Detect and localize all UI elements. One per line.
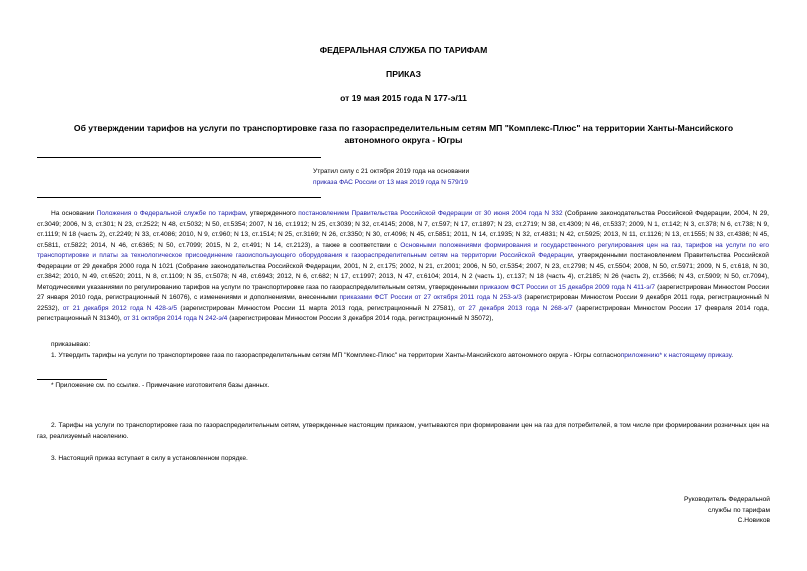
- item-1-text: 1. Утвердить тарифы на услуги по транспортировке газа по газораспределительным сетям МП "Комплекс-Плюс" на территории Ханты-Мансийского автономного округа - Югры согласно: [51, 352, 621, 359]
- preamble-text: (зарегистрирован Минюстом России 17 февраля 2014 года, регистрационный N 31340),: [37, 304, 770, 322]
- preamble-text: (зарегистрирован Минюстом России 3 декабря 2014 года, регистрационный N 35072),: [227, 315, 494, 322]
- regulation-link[interactable]: Положения о Федеральной службе по тарифам: [96, 210, 246, 217]
- footnote: * Приложение см. по ссылке. - Примечание изготовителя базы данных.: [51, 382, 270, 389]
- item-1: [37, 351, 769, 362]
- fst-orders-link[interactable]: приказами ФСТ России от 27 октября 2011 года N 253-э/3: [339, 294, 522, 301]
- status-note-link[interactable]: приказа ФАС России от 13 мая 2019 года N 579/19: [313, 178, 468, 186]
- fst-order-link[interactable]: приказом ФСТ России от 15 декабря 2009 года N 411-э/7: [479, 283, 656, 291]
- document-type: ПРИКАЗ: [386, 69, 421, 79]
- preamble-text: , утвержденными постановлением Правительства Российской Федерации от 29 декабря 2000 года N 1021 (Собрание законодательства Российской Федерации, 2001, N 2, ст.175; 2002, N 21, ст.2001; 2006, N 50, ст.5354; 2007, N 23, ст.2798; N 45, ст.5504; 2008, N 50, ст.5971; 2009, N 5, ст.618, N 30, ст.3842; 2010, N 49, ст.6520; 2011, N 8, ст.1109; N 35, ст.5078; N 48, ст.6943; 2012, N 6, ст.682; N 17, ст.1997; 2013, N 47, ст.6104; 2014, N 2 (часть 1), ст.137; N 18 (часть 4), ст.2185; N 26 (часть 2), ст.3566; N 43, ст.5909; N 50, ст.7094), Методическими указаниями по регулированию тарифов на услуги по транспортировке газа по газораспределительным сетям, утвержденными: [37, 252, 769, 291]
- preamble-text: На основании: [51, 210, 97, 217]
- appendix-link[interactable]: приложению* к настоящему приказу: [620, 352, 732, 359]
- divider: [37, 197, 321, 198]
- footnote-divider: [37, 379, 107, 380]
- agency-heading: ФЕДЕРАЛЬНАЯ СЛУЖБА ПО ТАРИФАМ: [319, 45, 488, 55]
- signature-name: С.Новиков: [737, 517, 770, 524]
- signature-organization: службы по тарифам: [707, 506, 770, 514]
- government-decree-link[interactable]: постановлением Правительства Российской Федерации от 30 июня 2004 года N 332: [298, 210, 563, 217]
- item-1-end: .: [731, 352, 734, 359]
- item-3: 3. Настоящий приказ вступает в силу в установленном порядке.: [51, 455, 248, 462]
- signature-block: [620, 495, 770, 527]
- basic-provisions-link[interactable]: Основными положениями формирования и государственного регулирования цен на газ, тарифов на услуги по его транспортировке и платы за технологическое присоединение газоиспользующего оборудования к газораспределительным сетям на территории Российской Федерации: [37, 241, 769, 259]
- preamble-paragraph: [37, 209, 769, 325]
- preamble-text: (зарегистрирован Минюстом России 9 декабря 2011 года, регистрационный N 22532),: [37, 294, 769, 312]
- order-2014-link[interactable]: от 31 октября 2014 года N 242-э/4: [123, 315, 228, 322]
- order-2012-link[interactable]: от 21 декабря 2012 года N 428-э/5: [62, 304, 178, 312]
- preamble-text: (зарегистрирован Минюстом России 27 января 2010 года, регистрационный N 16076), с изменениями и дополнениями, внесенными: [37, 283, 770, 301]
- order-word: приказываю:: [51, 341, 91, 348]
- document-date-number: от 19 мая 2015 года N 177-э/11: [340, 93, 467, 103]
- preamble-text: (Собрание законодательства Российской Федерации, 2004, N 29, ст.3049; 2006, N 3, ст.301; N 23, ст.2522; N 48, ст.5032; N 50, ст.5354; 2007, N 16, ст.1912; N 25, ст.3039; N 32, ст.4145; 2008, N 7, ст.597; N 17, ст.1897; N 23, ст.2719; N 38, ст.4309; N 46, ст.5337; 2009, N 1, ст.142; N 3, ст.378; N 6, ст.738; N 9, ст.1119; N 18 (часть 2), ст.2249; N 33, ст.4086; 2010, N 9, ст.960; N 13, ст.1514; N 25, ст.3169; N 26, ст.3350; N 30, ст.4096; N 45, ст.5851; 2011, N 14, ст.1935; N 32, ст.4831; N 42, ст.5925; 2013, N 11, ст.1126; N 13, ст.1555; N 33, ст.4386; N 45, ст.5811, ст.5822; 2014, N 46, ст.6365; N 50, ст.7099; 2015, N 2, ст.491; N 14, ст.2123), а также в соответствии с: [37, 210, 769, 249]
- preamble-text: , утвержденного: [245, 210, 299, 217]
- status-note: [313, 167, 613, 188]
- order-2013-link[interactable]: от 27 декабря 2013 года N 268-э/7: [458, 304, 573, 312]
- signature-position: Руководитель Федеральной: [684, 496, 770, 503]
- divider: [37, 157, 321, 158]
- preamble-text: (зарегистрирован Минюстом России 11 марта 2013 года, регистрационный N 27581),: [177, 304, 459, 312]
- item-2: 2. Тарифы на услуги по транспортировке газа по газораспределительным сетям, утвержденные настоящим приказом, учитываются при формировании цен на газ для потребителей, в том числе при формировании розничных цен на газ, реализуемый населению.: [37, 422, 769, 440]
- status-note-text: Утратил силу с 21 октября 2019 года на основании: [313, 168, 470, 175]
- document-title: Об утверждении тарифов на услуги по транспортировке газа по газораспределительным сетям МП "Комплекс-Плюс" на территории Ханты-Мансийского автономного округа - Югры: [73, 123, 734, 145]
